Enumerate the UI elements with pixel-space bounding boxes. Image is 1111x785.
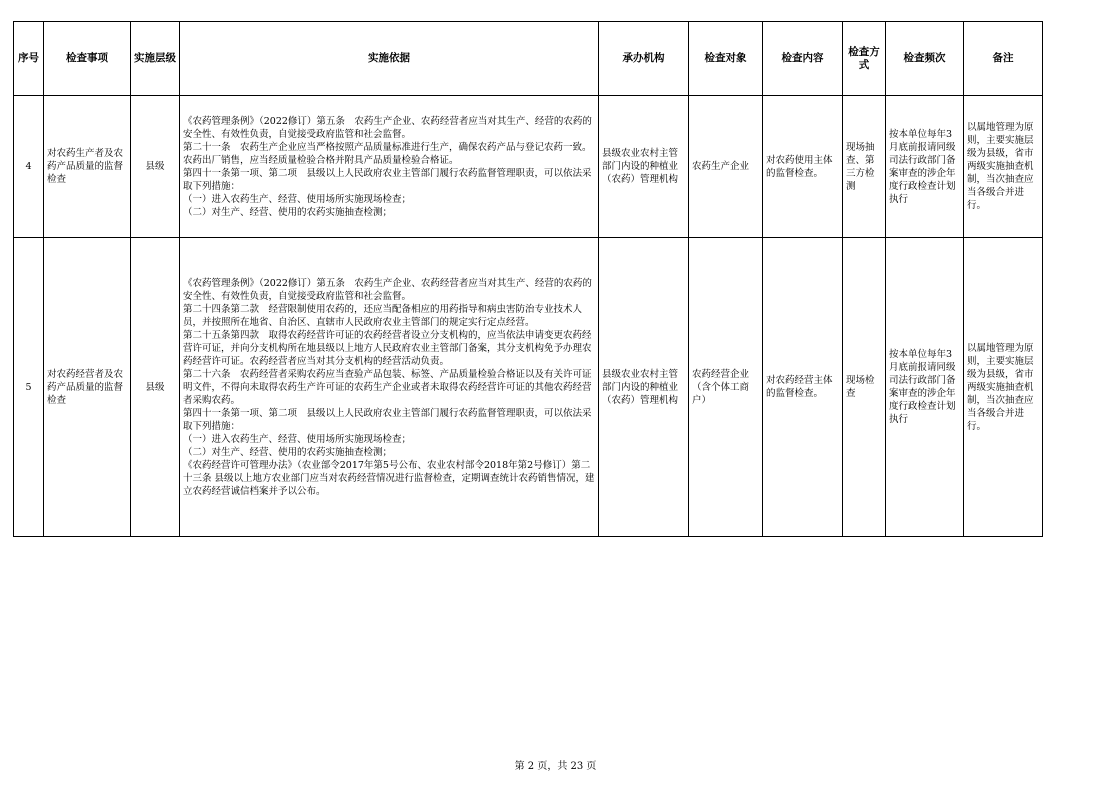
row-basis [180,238,599,537]
header-level: 实施层级 [131,22,180,96]
header-item: 检查事项 [44,22,131,96]
header-method: 检查方式 [843,22,886,96]
header-target: 检查对象 [689,22,763,96]
basis-line: （二）对生产、经营、使用的农药实施抽查检测； [183,446,393,458]
basis-line: 第四十一条第一项、第二项 县级以上人民政府农业主管部门履行农药监督管理职责，可以依法采取下列措施： [183,167,592,192]
basis-line: （一）进入农药生产、经营、使用场所实施现场检查； [183,193,412,205]
row-frequency: 按本单位每年3月底前报请同级司法行政部门备案审查的涉企年度行政检查计划执行 [886,238,964,537]
basis-line: 第四十一条第一项、第二项 县级以上人民政府农业主管部门履行农药监督管理职责，可以依法采取下列措施： [183,407,592,432]
header-basis: 实施依据 [180,22,599,96]
row-method: 现场检查 [843,238,886,537]
row-no: 5 [14,238,44,537]
table-row [14,238,1043,537]
basis-line: 第二十一条 农药生产企业应当严格按照产品质量标准进行生产，确保农药产品与登记农药一致。农药出厂销售，应当经质量检验合格并附具产品质量检验合格证。 [183,141,592,166]
header-no: 序号 [14,22,44,96]
basis-line: 第二十六条 农药经营者采购农药应当查验产品包装、标签、产品质量检验合格证以及有关许可证明文件，不得向未取得农药生产许可证的农药生产企业或者未取得农药经营许可证的其他农药经营者采购农药。 [183,368,592,406]
row-remark: 以属地管理为原则，主要实施层级为县级，省市两级实施抽查机制，当次抽查应当各级合并进行。 [964,238,1043,537]
row-agency: 县级农业农村主管部门内设的种植业（农药）管理机构 [599,238,689,537]
row-remark: 以属地管理为原则，主要实施层级为县级，省市两级实施抽查机制，当次抽查应当各级合并进行。 [964,96,1043,238]
row-content: 对农药经营主体的监督检查。 [763,238,843,537]
row-level: 县级 [131,238,180,537]
row-no: 4 [14,96,44,238]
row-agency: 县级农业农村主管部门内设的种植业（农药）管理机构 [599,96,689,238]
row-item: 对农药生产者及农药产品质量的监督检查 [44,96,131,238]
basis-line: 第二十五条第四款 取得农药经营许可证的农药经营者设立分支机构的，应当依法申请变更农药经营许可证，并向分支机构所在地县级以上地方人民政府农业主管部门备案，其分支机构免予办理农药经营许可证。农药经营者应当对其分支机构的经营活动负责。 [183,329,592,367]
page-number: 第 2 页，共 23 页 [514,761,597,772]
basis-line: 《农药经营许可管理办法》（农业部令2017年第5号公布、农业农村部令2018年第2号修订）第二十三条 县级以上地方农业部门应当对农药经营情况进行监督检查，定期调查统计农药销售情况，建立农药经营诚信档案并予以公布。 [183,459,595,497]
table-row [14,96,1043,238]
basis-line: 第二十四条第二款 经营限制使用农药的，还应当配备相应的用药指导和病虫害防治专业技术人员，并按照所在地省、自治区、直辖市人民政府农业主管部门的规定实行定点经营。 [183,303,583,328]
header-remark: 备注 [964,22,1043,96]
row-frequency: 按本单位每年3月底前报请同级司法行政部门备案审查的涉企年度行政检查计划执行 [886,96,964,238]
row-target: 农药经营企业（含个体工商户） [689,238,763,537]
inspection-table [13,21,1043,537]
header-agency: 承办机构 [599,22,689,96]
basis-line: （二）对生产、经营、使用的农药实施抽查检测； [183,206,393,218]
basis-line: （一）进入农药生产、经营、使用场所实施现场检查； [183,433,412,445]
row-method: 现场抽查、第三方检测 [843,96,886,238]
row-target: 农药生产企业 [689,96,763,238]
row-level: 县级 [131,96,180,238]
row-basis [180,96,599,238]
row-item: 对农药经营者及农药产品质量的监督检查 [44,238,131,537]
basis-line: 《农药管理条例》（2022修订）第五条 农药生产企业、农药经营者应当对其生产、经营的农药的安全性、有效性负责，自觉接受政府监管和社会监督。 [183,115,592,140]
header-content: 检查内容 [763,22,843,96]
row-content: 对农药使用主体的监督检查。 [763,96,843,238]
header-frequency: 检查频次 [886,22,964,96]
basis-line: 《农药管理条例》（2022修订）第五条 农药生产企业、农药经营者应当对其生产、经营的农药的安全性、有效性负责，自觉接受政府监管和社会监督。 [183,277,592,302]
header-row [14,22,1043,96]
